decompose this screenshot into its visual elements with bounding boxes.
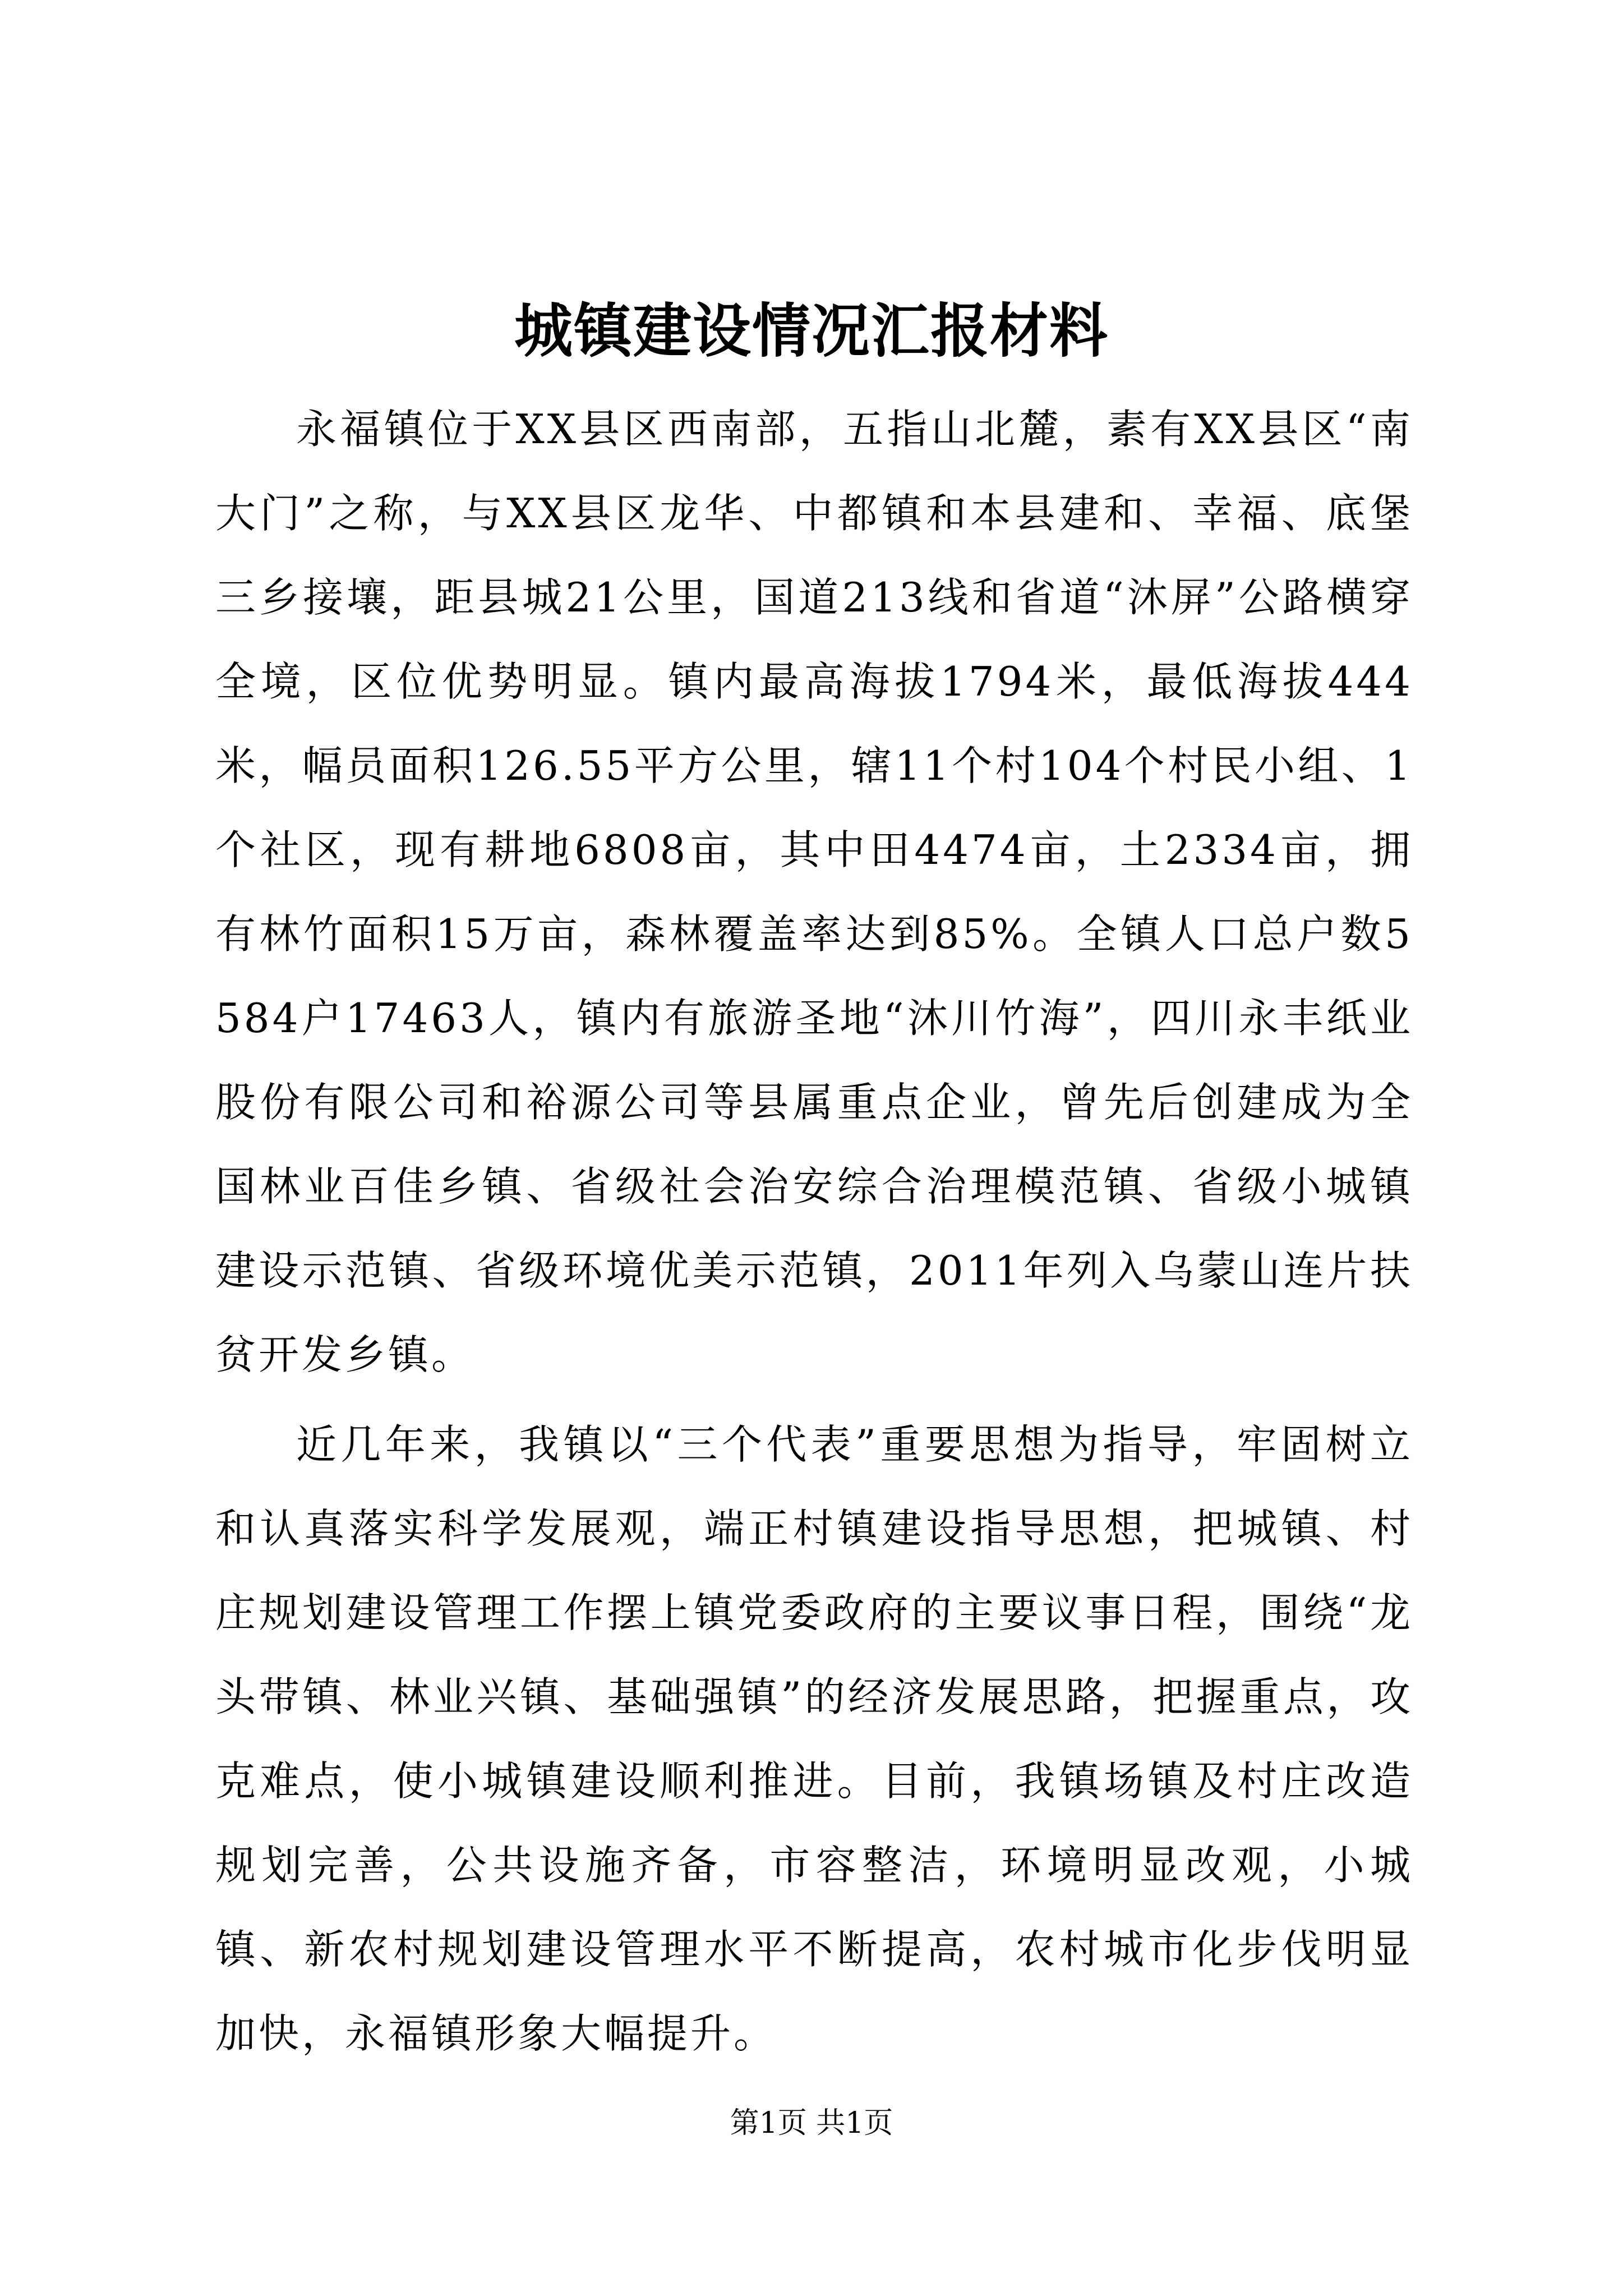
page-number-text: 第1页 共1页	[730, 2106, 893, 2140]
document-title: 城镇建设情况汇报材料	[514, 296, 1109, 365]
paragraph-progress: 近几年来，我镇以“三个代表”重要思想为指导，牢固树立和认真落实科学发展观，端正村镇建设指导思想，把城镇、村庄规划建设管理工作摆上镇党委政府的主要议事日程，围绕“龙头带镇、林业兴镇、基础强镇”的经济发展思路，把握重点，攻克难点，使小城镇建设顺利推进。目前，我镇场镇及村庄改造规划完善，公共设施齐备，市容整洁，环境明显改观，小城镇、新农村规划建设管理水平不断提高，农村城市化步伐明显加快，永福镇形象大幅提升。	[215, 1421, 1413, 2057]
page-footer	[0, 2104, 1623, 2143]
document-body	[215, 387, 1413, 2076]
paragraph-intro: 永福镇位于XX县区西南部，五指山北麓，素有XX县区“南大门”之称，与XX县区龙华、中都镇和本县建和、幸福、底堡三乡接壤，距县城21公里，国道213线和省道“沐屏”公路横穿全境，区位优势明显。镇内最高海拔1794米，最低海拔444米，幅员面积126.55平方公里，辖11个村104个村民小组、1个社区，现有耕地6808亩，其中田4474亩，土2334亩，拥有林竹面积15万亩，森林覆盖率达到85%。全镇人口总户数5584户17463人，镇内有旅游圣地“沐川竹海”，四川永丰纸业股份有限公司和裕源公司等县属重点企业，曾先后创建成为全国林业百佳乡镇、省级社会治安综合治理模范镇、省级小城镇建设示范镇、省级环境优美示范镇，2011年列入乌蒙山连片扶贫开发乡镇。	[215, 406, 1413, 1378]
